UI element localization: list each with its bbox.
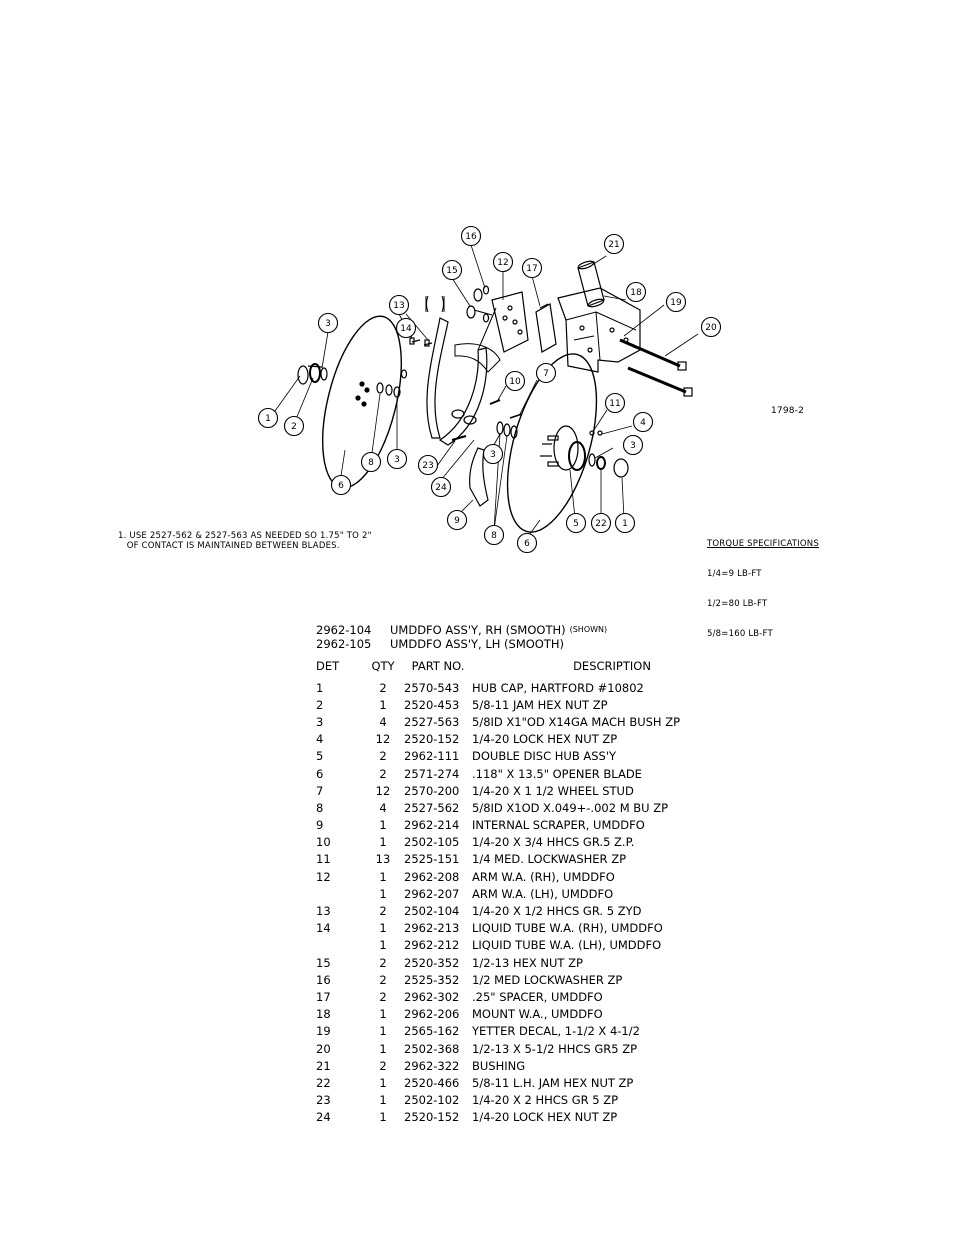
cell-part: 2962-302	[404, 989, 460, 1004]
assembly-description: UMDDFO ASS'Y, LH (SMOOTH)	[390, 637, 565, 651]
table-row	[316, 920, 752, 937]
cell-desc: .25" SPACER, UMDDFO	[472, 989, 603, 1004]
assembly-row	[316, 623, 752, 637]
cell-qty: 2	[379, 989, 387, 1004]
table-row	[316, 1092, 752, 1109]
exploded-view-drawing	[0, 0, 954, 600]
balloon-number: 9	[454, 516, 460, 527]
balloon-callout	[592, 514, 611, 533]
item-balloons	[259, 227, 721, 553]
cell-desc: 5/8ID X1OD X.049+-.002 M BU ZP	[472, 800, 669, 815]
table-row	[316, 902, 752, 919]
balloon-number: 5	[573, 519, 579, 530]
balloon-number: 12	[497, 258, 509, 269]
long-bolts	[620, 340, 692, 396]
cell-part: 2962-213	[404, 921, 460, 936]
table-row	[316, 1006, 752, 1023]
cell-part: 2962-322	[404, 1058, 460, 1073]
cell-qty: 1	[379, 886, 387, 901]
cell-part: 2527-562	[404, 800, 460, 815]
cell-det: 18	[316, 1007, 331, 1022]
balloon-callout	[362, 453, 381, 472]
left-spacers	[377, 370, 407, 397]
bolt-13	[410, 338, 432, 346]
cell-part: 2502-368	[404, 1041, 460, 1056]
balloon-number: 3	[325, 319, 331, 330]
balloon-callout	[702, 318, 721, 337]
cell-det: 4	[316, 732, 324, 747]
table-row	[316, 748, 752, 765]
balloon-callout	[397, 319, 416, 338]
cell-part: 2520-466	[404, 1075, 460, 1090]
cell-qty: 1	[379, 1093, 387, 1108]
balloon-number: 3	[394, 455, 400, 466]
balloon-callout	[624, 436, 643, 455]
cell-desc: LIQUID TUBE W.A. (LH), UMDDFO	[472, 938, 662, 953]
cell-part: 2520-152	[404, 732, 460, 747]
cell-desc: DOUBLE DISC HUB ASS'Y	[472, 749, 617, 764]
cell-qty: 2	[379, 680, 387, 695]
cell-part: 2962-208	[404, 869, 460, 884]
cell-det: 22	[316, 1075, 331, 1090]
table-row	[316, 696, 752, 713]
cell-qty: 12	[375, 783, 391, 798]
torque-title: TORQUE SPECIFICATIONS	[707, 539, 819, 549]
balloon-number: 8	[491, 531, 497, 542]
table-row	[316, 731, 752, 748]
balloon-callout	[606, 394, 625, 413]
cell-desc: 1/4-20 LOCK HEX NUT ZP	[472, 732, 618, 747]
cell-part: 2570-543	[404, 680, 460, 695]
table-row	[316, 817, 752, 834]
balloon-number: 1	[265, 414, 271, 425]
cell-qty: 2	[379, 1058, 387, 1073]
cell-qty: 1	[379, 1075, 387, 1090]
cell-part: 2962-212	[404, 938, 460, 953]
assembly-number: 2962-104	[316, 623, 372, 637]
cell-desc: YETTER DECAL, 1-1/2 X 4-1/2	[472, 1024, 640, 1039]
balloon-number: 4	[640, 418, 646, 429]
cell-part: 2962-207	[404, 886, 460, 901]
cell-qty: 1	[379, 938, 387, 953]
balloon-callout	[319, 314, 338, 333]
cell-desc: 1/2 MED LOCKWASHER ZP	[472, 972, 623, 987]
balloon-callout	[537, 364, 556, 383]
assembly-number: 2962-105	[316, 637, 372, 651]
header-desc: DESCRIPTION	[573, 659, 651, 673]
cell-desc: 1/4 MED. LOCKWASHER ZP	[472, 852, 627, 867]
balloon-callout	[419, 456, 438, 475]
cell-part: 2962-206	[404, 1007, 460, 1022]
cell-desc: 1/4-20 X 1/2 HHCS GR. 5 ZYD	[472, 904, 642, 919]
balloon-callout	[285, 417, 304, 436]
table-row	[316, 1109, 752, 1126]
cell-qty: 1	[379, 1041, 387, 1056]
balloon-number: 20	[705, 323, 717, 334]
liquid-tube	[426, 296, 448, 438]
balloon-callout	[567, 514, 586, 533]
cell-det: 13	[316, 904, 331, 919]
table-row	[316, 851, 752, 868]
cell-desc: INTERNAL SCRAPER, UMDDFO	[472, 818, 645, 833]
table-row	[316, 954, 752, 971]
cell-desc: 1/4-20 X 1 1/2 WHEEL STUD	[472, 783, 634, 798]
assembly-note-shown: (SHOWN)	[569, 625, 608, 634]
balloon-number: 6	[524, 539, 530, 550]
cell-det: 19	[316, 1024, 331, 1039]
bushing	[577, 260, 604, 309]
cell-det: 6	[316, 766, 324, 781]
cell-part: 2570-200	[404, 783, 460, 798]
cell-qty: 2	[379, 749, 387, 764]
cell-qty: 13	[375, 852, 391, 867]
cell-qty: 2	[379, 904, 387, 919]
cell-det: 10	[316, 835, 331, 850]
table-row	[316, 679, 752, 696]
balloon-callout	[448, 511, 467, 530]
cell-det: 24	[316, 1110, 331, 1125]
cell-qty: 2	[379, 972, 387, 987]
cell-qty: 1	[379, 1007, 387, 1022]
cell-qty: 1	[379, 869, 387, 884]
balloon-callout	[390, 296, 409, 315]
cell-det	[316, 937, 362, 954]
cell-det	[316, 885, 362, 902]
cell-det: 20	[316, 1041, 331, 1056]
assembly-row	[316, 637, 752, 651]
balloon-callout	[605, 235, 624, 254]
table-row	[316, 765, 752, 782]
cell-desc: .118" X 13.5" OPENER BLADE	[472, 766, 642, 781]
cell-desc: 1/4-20 X 2 HHCS GR 5 ZP	[472, 1093, 619, 1108]
balloon-number: 15	[446, 266, 458, 277]
left-hub-cap-group	[298, 364, 327, 384]
cell-qty: 1	[379, 1110, 387, 1125]
cell-det: 15	[316, 955, 331, 970]
balloon-number: 19	[670, 298, 682, 309]
balloon-callout	[616, 514, 635, 533]
torque-row: 5/8=160 LB-FT	[707, 629, 773, 639]
balloon-number: 3	[490, 450, 496, 461]
cell-det: 14	[316, 921, 331, 936]
cell-part: 2571-274	[404, 766, 460, 781]
cell-desc: LIQUID TUBE W.A. (RH), UMDDFO	[472, 921, 663, 936]
cell-det: 3	[316, 714, 324, 729]
balloon-number: 6	[338, 481, 344, 492]
balloon-number: 18	[630, 288, 642, 299]
cell-part: 2525-151	[404, 852, 460, 867]
right-hub-cap-group	[589, 431, 628, 477]
cell-det: 8	[316, 800, 324, 815]
double-disc-hub	[540, 426, 585, 470]
cell-det: 7	[316, 783, 324, 798]
cell-part: 2520-152	[404, 1110, 460, 1125]
balloon-callout	[518, 534, 537, 553]
balloon-callout	[494, 253, 513, 272]
balloon-callout	[484, 445, 503, 464]
balloon-number: 16	[465, 232, 477, 243]
cell-desc: 1/4-20 LOCK HEX NUT ZP	[472, 1110, 618, 1125]
balloon-number: 8	[368, 458, 374, 469]
cell-qty: 12	[375, 732, 391, 747]
table-row	[316, 988, 752, 1005]
bill-of-materials	[316, 623, 752, 1126]
cell-desc: 1/2-13 X 5-1/2 HHCS GR5 ZP	[472, 1041, 638, 1056]
parts-table	[316, 659, 752, 1126]
balloon-number: 23	[422, 461, 434, 472]
cell-det: 16	[316, 972, 331, 987]
table-row	[316, 1040, 752, 1057]
cell-part: 2502-105	[404, 835, 460, 850]
cell-desc: MOUNT W.A., UMDDFO	[472, 1007, 603, 1022]
cell-part: 2962-214	[404, 818, 460, 833]
cell-desc: HUB CAP, HARTFORD #10802	[472, 680, 644, 695]
balloon-callout	[523, 259, 542, 278]
table-row	[316, 937, 752, 954]
cell-det: 5	[316, 749, 324, 764]
table-row	[316, 834, 752, 851]
balloon-number: 13	[393, 301, 405, 312]
table-row	[316, 868, 752, 885]
cell-qty: 2	[379, 955, 387, 970]
cell-part: 2502-104	[404, 904, 460, 919]
cell-qty: 1	[379, 818, 387, 833]
cell-desc: BUSHING	[472, 1058, 526, 1073]
balloon-number: 10	[509, 377, 521, 388]
balloon-number: 21	[608, 240, 620, 251]
cell-det: 11	[316, 852, 331, 867]
balloon-number: 2	[291, 422, 297, 433]
cell-qty: 4	[379, 714, 387, 729]
cell-qty: 1	[379, 921, 387, 936]
assembly-description: UMDDFO ASS'Y, RH (SMOOTH)	[390, 623, 566, 637]
cell-part: 2565-162	[404, 1024, 460, 1039]
figure-number: 1798-2	[771, 406, 805, 416]
cell-desc: 1/2-13 HEX NUT ZP	[472, 955, 583, 970]
balloon-number: 11	[609, 399, 621, 410]
cell-desc: 1/4-20 X 3/4 HHCS GR.5 Z.P.	[472, 835, 635, 850]
balloon-number: 3	[630, 441, 636, 452]
cell-part: 2502-102	[404, 1093, 460, 1108]
balloon-callout	[332, 476, 351, 495]
assembly-note: 1. USE 2527-562 & 2527-563 AS NEEDED SO 1.75" TO 2" OF CONTACT IS MAINTAINED BETWEEN BLADES.	[118, 531, 372, 551]
balloon-callout	[388, 450, 407, 469]
table-row	[316, 713, 752, 730]
cell-part: 2962-111	[404, 749, 460, 764]
cell-det: 12	[316, 869, 331, 884]
cell-qty: 1	[379, 697, 387, 712]
table-row	[316, 1057, 752, 1074]
table-row	[316, 1074, 752, 1091]
balloon-number: 7	[543, 369, 549, 380]
balloon-callout	[634, 413, 653, 432]
header-qty: QTY	[371, 659, 395, 673]
balloon-callout	[627, 283, 646, 302]
table-row	[316, 971, 752, 988]
cell-desc: 5/8-11 L.H. JAM HEX NUT ZP	[472, 1075, 634, 1090]
cell-part: 2527-563	[404, 714, 460, 729]
cell-det: 1	[316, 680, 324, 695]
cell-desc: 5/8ID X1"OD X14GA MACH BUSH ZP	[472, 714, 681, 729]
cell-desc: 5/8-11 JAM HEX NUT ZP	[472, 697, 608, 712]
cell-desc: ARM W.A. (RH), UMDDFO	[472, 869, 615, 884]
torque-row: 1/2=80 LB-FT	[707, 599, 768, 609]
cell-det: 17	[316, 989, 331, 1004]
table-row	[316, 782, 752, 799]
torque-row: 1/4=9 LB-FT	[707, 569, 762, 579]
balloon-number: 17	[526, 264, 538, 275]
table-row	[316, 885, 752, 902]
parts-table-header	[316, 659, 752, 679]
header-part: PART NO.	[411, 659, 465, 673]
cell-det: 9	[316, 818, 324, 833]
cell-qty: 1	[379, 835, 387, 850]
balloon-callout	[667, 293, 686, 312]
balloon-callout	[432, 478, 451, 497]
mount-weldment	[558, 288, 640, 372]
table-row	[316, 1023, 752, 1040]
cell-det: 2	[316, 697, 324, 712]
cell-part: 2520-352	[404, 955, 460, 970]
spacers-17	[536, 304, 556, 352]
cell-qty: 4	[379, 800, 387, 815]
cell-part: 2525-352	[404, 972, 460, 987]
balloon-callout	[485, 526, 504, 545]
balloon-callout	[506, 372, 525, 391]
cell-det: 21	[316, 1058, 331, 1073]
balloon-callout	[443, 261, 462, 280]
header-det: DET	[316, 659, 340, 673]
balloon-callout	[259, 409, 278, 428]
cell-qty: 1	[379, 1024, 387, 1039]
balloon-number: 14	[400, 324, 412, 335]
balloon-number: 22	[595, 519, 607, 530]
table-row	[316, 799, 752, 816]
nuts-15-16	[467, 286, 492, 322]
balloon-callout	[462, 227, 481, 246]
cell-part: 2520-453	[404, 697, 460, 712]
cell-desc: ARM W.A. (LH), UMDDFO	[472, 886, 614, 901]
cell-qty: 2	[379, 766, 387, 781]
balloon-number: 1	[622, 519, 628, 530]
balloon-number: 24	[435, 483, 447, 494]
cell-det: 23	[316, 1093, 331, 1108]
